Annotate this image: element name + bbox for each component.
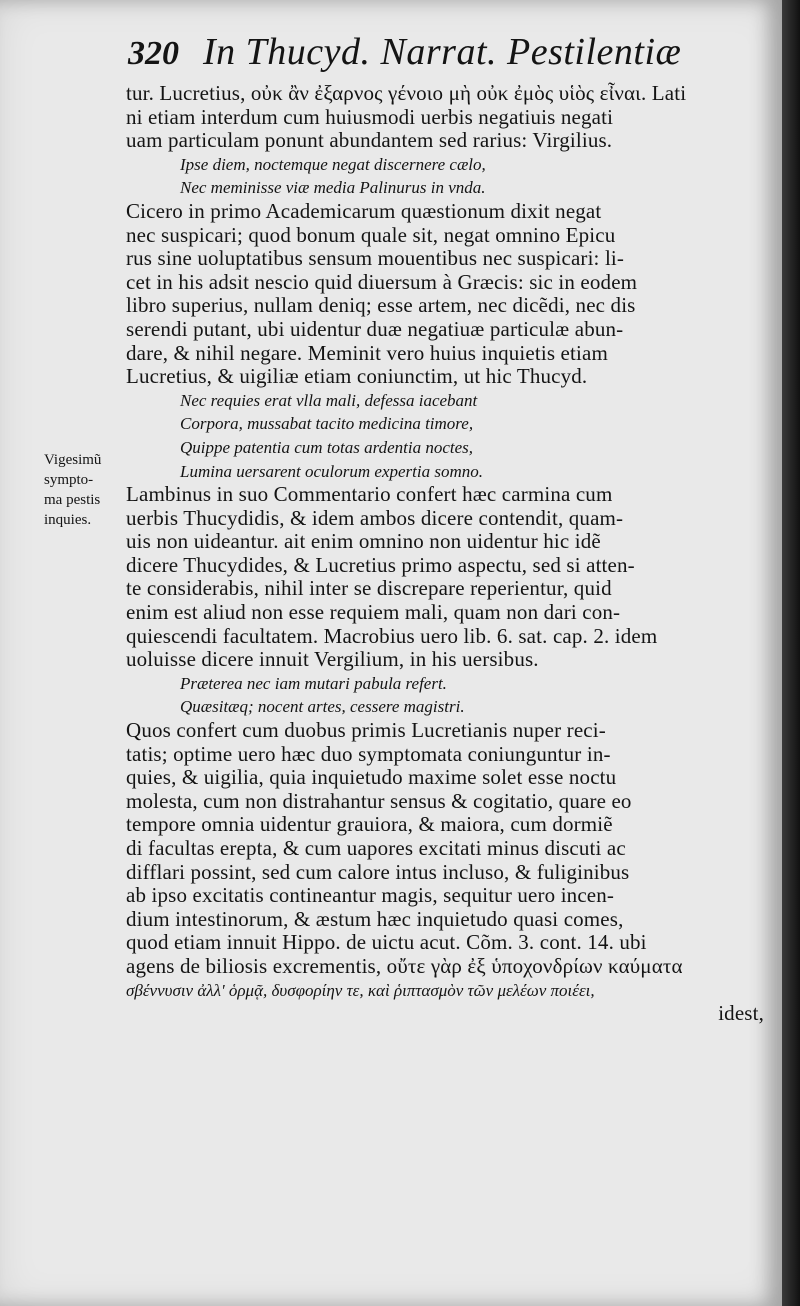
- margin-note-line: inquies.: [44, 512, 92, 528]
- text-line: tatis; optime uero hæc duo symptomata coniunguntur in-: [126, 742, 611, 766]
- text-line: ni etiam interdum cum huiusmodi uerbis negatiuis negati: [126, 105, 614, 129]
- verse-line: Corpora, mussabat tacito medicina timore,: [180, 414, 474, 434]
- text-line: Lucretius, & uigiliæ etiam coniunctim, ut hic Thucyd.: [126, 365, 588, 389]
- text-line: dare, & nihil negare. Meminit vero huius inquietis etiam: [126, 341, 608, 365]
- text-line: te considerabis, nihil inter se discrepare reperientur, quid: [126, 577, 612, 601]
- margin-note-line: Vigesimũ: [44, 452, 102, 468]
- verse-line: Præterea nec iam mutari pabula refert.: [180, 673, 447, 693]
- text-line: rus sine uoluptatibus sensum mouentibus nec suspicari: li-: [126, 247, 625, 271]
- text-line: di facultas erepta, & cum uapores excitati minus discuti ac: [126, 837, 626, 860]
- text-line: tempore omnia uidentur grauiora, & maiora, cum dormiẽ: [126, 813, 613, 837]
- verse-line: Nec requies erat vlla mali, defessa iacebant: [180, 390, 478, 410]
- text-line: σβέννυσιν ἀλλ' ὁρμᾷ, δυσφορίην τε, καὶ ῥιπτασμὸν τῶν μελέων ποιέει,: [126, 980, 595, 1000]
- text-line: difflari possint, sed cum calore intus incluso, & fuliginibus: [126, 860, 630, 884]
- verse-line: Lumina uersarent oculorum expertia somno.: [180, 461, 483, 481]
- margin-note-line: ma pestis: [44, 492, 101, 508]
- text-line: quod etiam innuit Hippo. de uictu acut. Cõm. 3. cont. 14. ubi: [126, 931, 647, 955]
- text-line: dium intestinorum, & æstum hæc inquietudo quasi comes,: [126, 907, 624, 931]
- text-line: tur. Lucretius, οὐκ ἂν ἐξαρνος γένοιο μὴ οὐκ ἐμὸς υἱὸς εἶναι. Lati: [126, 82, 687, 105]
- verse-line: Ipse diem, noctemque negat discernere cælo,: [180, 154, 486, 174]
- text-line: uoluisse dicere innuit Vergilium, in his uersibus.: [126, 648, 539, 672]
- text-line: uerbis Thucydidis, & idem ambos dicere contendit, quam-: [126, 506, 624, 530]
- text-body: [126, 82, 778, 1026]
- text-line: uam particulam ponunt abundantem sed rarius: Virgilius.: [126, 129, 613, 153]
- text-line: Quos confert cum duobus primis Lucretianis nuper reci-: [126, 719, 606, 743]
- text-line: quies, & uigilia, quia inquietudo maxime solet esse noctu: [126, 766, 617, 790]
- running-head: In Thucyd. Narrat. Pestilentiæ: [203, 31, 682, 73]
- page-number: 320: [128, 35, 179, 72]
- verse-line: Nec meminisse viæ media Palinurus in vnda.: [180, 178, 486, 198]
- text-line: serendi putant, ubi uidentur duæ negatiuæ particulæ abun-: [126, 317, 624, 341]
- text-line: cet in his adsit nescio quid diuersum à Græcis: sic in eodem: [126, 270, 638, 294]
- text-line: libro superius, nullam deniq; esse artem, nec dicẽdi, nec dis: [126, 294, 636, 318]
- text-line: molesta, cum non distrahantur sensus & cogitatio, quare eo: [126, 789, 632, 813]
- text-line: quiescendi facultatem. Macrobius uero lib. 6. sat. cap. 2. idem: [126, 624, 658, 648]
- text-line: uis non uideantur. ait enim omnino non uidentur hic idẽ: [126, 530, 601, 554]
- text-line: Cicero in primo Academicarum quæstionum dixit negat: [126, 199, 602, 223]
- text-line: enim est aliud non esse requiem mali, quam non dari con-: [126, 601, 621, 625]
- text-line: Lambinus in suo Commentario confert hæc carmina cum: [126, 483, 613, 507]
- margin-note-line: sympto-: [44, 472, 94, 488]
- text-line: agens de biliosis excrementis, οὔτε γὰρ ἐξ ὑποχονδρίων καύματα: [126, 954, 683, 978]
- catchword: idest,: [718, 1002, 764, 1026]
- text-line: nec suspicari; quod bonum quale sit, negat omnino Epicu: [126, 223, 616, 247]
- text-line: ab ipso excitatis contineantur magis, sequitur uero incen-: [126, 884, 615, 908]
- book-spine-shadow: [782, 0, 800, 1306]
- page-header: [128, 30, 778, 80]
- verse-line: Quippe patentia cum totas ardentia noctes,: [180, 437, 474, 457]
- margin-note: [44, 450, 128, 530]
- verse-line: Quæsitæq; nocent artes, cessere magistri.: [180, 697, 465, 717]
- text-line: dicere Thucydides, & Lucretius primo aspectu, sed si atten-: [126, 553, 635, 577]
